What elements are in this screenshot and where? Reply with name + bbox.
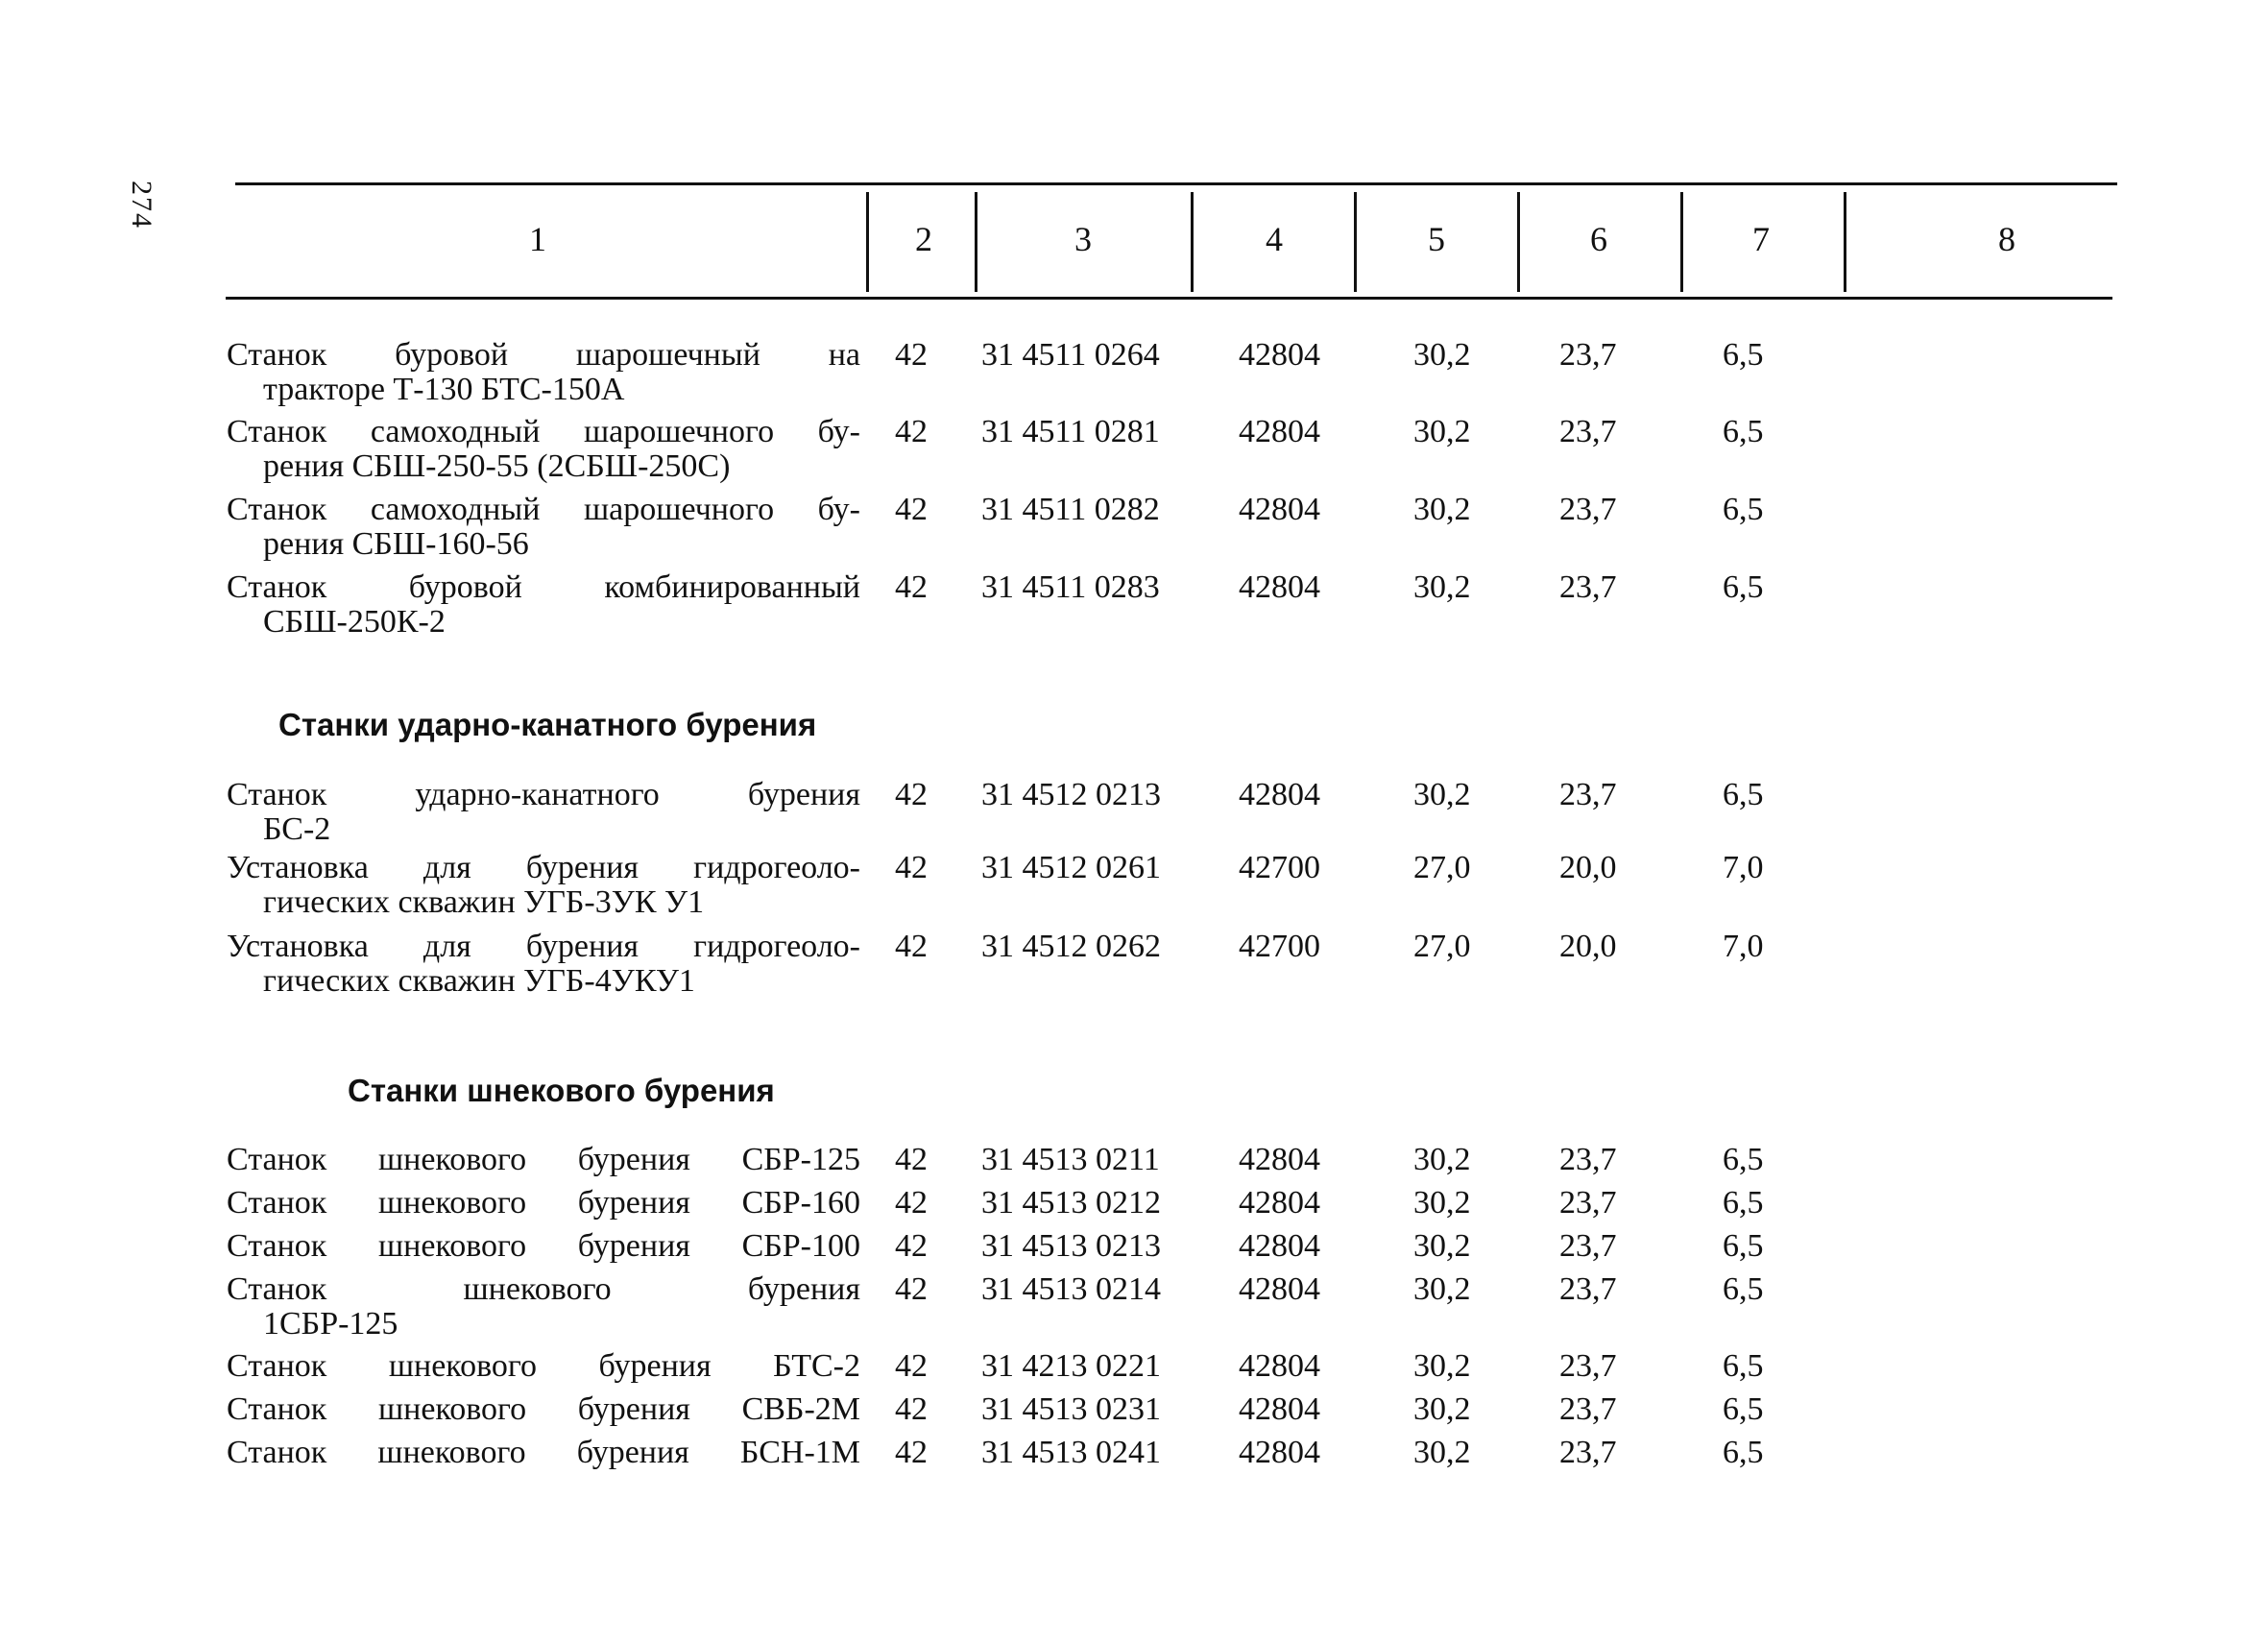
cell-c4: 42804 bbox=[1239, 1185, 1320, 1221]
row-name bbox=[227, 1143, 860, 1177]
row-name-line-1: Станок самоходный шарошечного бу- bbox=[227, 414, 860, 449]
cell-c4: 42804 bbox=[1239, 569, 1320, 605]
cell-c7: 7,0 bbox=[1723, 929, 1764, 964]
cell-c5: 30,2 bbox=[1413, 569, 1471, 605]
cell-c6: 23,7 bbox=[1559, 414, 1617, 449]
cell-c6: 23,7 bbox=[1559, 1435, 1617, 1470]
row-name bbox=[227, 851, 860, 920]
cell-c4: 42804 bbox=[1239, 1142, 1320, 1177]
cell-c4: 42804 bbox=[1239, 1228, 1320, 1264]
cell-c5: 30,2 bbox=[1413, 1391, 1471, 1427]
cell-c2: 42 bbox=[895, 929, 928, 964]
cell-c3: 31 4513 0213 bbox=[981, 1228, 1161, 1264]
cell-c6: 23,7 bbox=[1559, 1271, 1617, 1307]
cell-c7: 6,5 bbox=[1723, 777, 1764, 812]
cell-c5: 30,2 bbox=[1413, 1142, 1471, 1177]
cell-c7: 6,5 bbox=[1723, 1142, 1764, 1177]
cell-c7: 7,0 bbox=[1723, 850, 1764, 885]
cell-c7: 6,5 bbox=[1723, 1185, 1764, 1221]
row-name-line-2: рения СБШ-160-56 bbox=[263, 526, 529, 562]
cell-c2: 42 bbox=[895, 569, 928, 605]
row-name-line-1: Станок буровой шарошечный на bbox=[227, 337, 860, 373]
row-name-line-1: Станок ударно-канатного бурения bbox=[227, 777, 860, 812]
cell-c5: 27,0 bbox=[1413, 850, 1471, 885]
cell-c4: 42804 bbox=[1239, 777, 1320, 812]
cell-c3: 31 4511 0281 bbox=[981, 414, 1160, 449]
row-name-line-1: Станок шнекового бурения bbox=[227, 1271, 860, 1307]
row-name bbox=[227, 493, 860, 562]
cell-c3: 31 4512 0262 bbox=[981, 929, 1161, 964]
cell-c2: 42 bbox=[895, 492, 928, 527]
cell-c7: 6,5 bbox=[1723, 1271, 1764, 1307]
cell-c5: 30,2 bbox=[1413, 1435, 1471, 1470]
cell-c6: 23,7 bbox=[1559, 1348, 1617, 1384]
cell-c2: 42 bbox=[895, 337, 928, 373]
cell-c6: 23,7 bbox=[1559, 777, 1617, 812]
cell-c7: 6,5 bbox=[1723, 1348, 1764, 1384]
column-header-3: 3 bbox=[1074, 220, 1092, 258]
cell-c6: 23,7 bbox=[1559, 569, 1617, 605]
column-divider bbox=[975, 192, 977, 292]
row-name bbox=[227, 1349, 860, 1384]
cell-c3: 31 4513 0211 bbox=[981, 1142, 1160, 1177]
cell-c7: 6,5 bbox=[1723, 1435, 1764, 1470]
row-name-line-2: рения СБШ-250-55 (2СБШ-250С) bbox=[263, 448, 731, 484]
row-name-line-2: БС-2 bbox=[263, 811, 331, 847]
column-divider bbox=[1191, 192, 1194, 292]
cell-c3: 31 4512 0261 bbox=[981, 850, 1161, 885]
header-top-rule bbox=[235, 182, 2117, 185]
cell-c5: 30,2 bbox=[1413, 1271, 1471, 1307]
row-name-line-1: Станок шнекового бурения СБР-160 bbox=[227, 1185, 860, 1221]
cell-c4: 42700 bbox=[1239, 850, 1320, 885]
cell-c7: 6,5 bbox=[1723, 569, 1764, 605]
cell-c4: 42804 bbox=[1239, 492, 1320, 527]
row-name-line-1: Установка для бурения гидрогеоло- bbox=[227, 850, 860, 885]
cell-c4: 42804 bbox=[1239, 414, 1320, 449]
cell-c2: 42 bbox=[895, 1185, 928, 1221]
cell-c7: 6,5 bbox=[1723, 1391, 1764, 1427]
cell-c7: 6,5 bbox=[1723, 337, 1764, 373]
cell-c6: 23,7 bbox=[1559, 1228, 1617, 1264]
column-header-1: 1 bbox=[529, 220, 546, 258]
column-header-2: 2 bbox=[915, 220, 932, 258]
cell-c4: 42804 bbox=[1239, 1391, 1320, 1427]
cell-c3: 31 4512 0213 bbox=[981, 777, 1161, 812]
cell-c3: 31 4511 0283 bbox=[981, 569, 1160, 605]
row-name bbox=[227, 338, 860, 407]
cell-c2: 42 bbox=[895, 1228, 928, 1264]
cell-c2: 42 bbox=[895, 1435, 928, 1470]
row-name-line-2: тракторе Т-130 БТС-150А bbox=[263, 372, 625, 407]
row-name bbox=[227, 570, 860, 640]
cell-c2: 42 bbox=[895, 1142, 928, 1177]
column-header-5: 5 bbox=[1428, 220, 1445, 258]
section-title: Станки ударно-канатного бурения bbox=[278, 707, 817, 742]
cell-c3: 31 4513 0214 bbox=[981, 1271, 1161, 1307]
row-name-line-1: Станок шнекового бурения БТС-2 bbox=[227, 1348, 860, 1384]
row-name-line-2: СБШ-250К-2 bbox=[263, 604, 446, 640]
column-divider bbox=[1680, 192, 1683, 292]
cell-c4: 42700 bbox=[1239, 929, 1320, 964]
cell-c5: 30,2 bbox=[1413, 1185, 1471, 1221]
cell-c3: 31 4513 0241 bbox=[981, 1435, 1161, 1470]
header-bottom-rule bbox=[226, 297, 2112, 300]
cell-c6: 20,0 bbox=[1559, 929, 1617, 964]
row-name-line-2: гических скважин УГБ-4УКУ1 bbox=[263, 963, 695, 999]
cell-c5: 30,2 bbox=[1413, 414, 1471, 449]
cell-c3: 31 4511 0264 bbox=[981, 337, 1160, 373]
row-name-line-1: Станок шнекового бурения БСН-1М bbox=[227, 1435, 860, 1470]
cell-c5: 30,2 bbox=[1413, 1348, 1471, 1384]
column-divider bbox=[1517, 192, 1520, 292]
row-name bbox=[227, 930, 860, 999]
row-name-line-1: Установка для бурения гидрогеоло- bbox=[227, 929, 860, 964]
cell-c7: 6,5 bbox=[1723, 1228, 1764, 1264]
row-name-line-1: Станок самоходный шарошечного бу- bbox=[227, 492, 860, 527]
cell-c6: 23,7 bbox=[1559, 1391, 1617, 1427]
row-name bbox=[227, 1186, 860, 1221]
row-name bbox=[227, 1436, 860, 1470]
column-header-7: 7 bbox=[1752, 220, 1770, 258]
column-header-4: 4 bbox=[1266, 220, 1283, 258]
row-name bbox=[227, 778, 860, 847]
cell-c6: 23,7 bbox=[1559, 337, 1617, 373]
page-number: 274 bbox=[126, 181, 157, 230]
row-name bbox=[227, 1272, 860, 1342]
cell-c6: 23,7 bbox=[1559, 1185, 1617, 1221]
column-divider bbox=[1844, 192, 1846, 292]
row-name bbox=[227, 1392, 860, 1427]
cell-c2: 42 bbox=[895, 414, 928, 449]
column-divider bbox=[1354, 192, 1357, 292]
row-name-line-1: Станок шнекового бурения СБР-125 bbox=[227, 1142, 860, 1177]
cell-c2: 42 bbox=[895, 777, 928, 812]
column-header-8: 8 bbox=[1998, 220, 2015, 258]
cell-c4: 42804 bbox=[1239, 1271, 1320, 1307]
cell-c7: 6,5 bbox=[1723, 414, 1764, 449]
cell-c3: 31 4511 0282 bbox=[981, 492, 1160, 527]
row-name-line-1: Станок шнекового бурения СВБ-2М bbox=[227, 1391, 860, 1427]
cell-c3: 31 4213 0221 bbox=[981, 1348, 1161, 1384]
cell-c6: 23,7 bbox=[1559, 492, 1617, 527]
cell-c5: 30,2 bbox=[1413, 337, 1471, 373]
row-name bbox=[227, 1229, 860, 1264]
row-name-line-2: гических скважин УГБ-3УК У1 bbox=[263, 884, 705, 920]
cell-c4: 42804 bbox=[1239, 337, 1320, 373]
cell-c6: 20,0 bbox=[1559, 850, 1617, 885]
cell-c2: 42 bbox=[895, 1348, 928, 1384]
cell-c3: 31 4513 0231 bbox=[981, 1391, 1161, 1427]
row-name-line-1: Станок буровой комбинированный bbox=[227, 569, 860, 605]
column-divider bbox=[866, 192, 869, 292]
row-name-line-2: 1СБР-125 bbox=[263, 1306, 398, 1342]
cell-c6: 23,7 bbox=[1559, 1142, 1617, 1177]
row-name bbox=[227, 415, 860, 484]
row-name-line-1: Станок шнекового бурения СБР-100 bbox=[227, 1228, 860, 1264]
cell-c2: 42 bbox=[895, 1391, 928, 1427]
cell-c5: 30,2 bbox=[1413, 492, 1471, 527]
cell-c5: 30,2 bbox=[1413, 777, 1471, 812]
cell-c2: 42 bbox=[895, 850, 928, 885]
cell-c3: 31 4513 0212 bbox=[981, 1185, 1161, 1221]
section-title: Станки шнекового бурения bbox=[348, 1073, 775, 1108]
cell-c4: 42804 bbox=[1239, 1435, 1320, 1470]
column-header-6: 6 bbox=[1590, 220, 1607, 258]
cell-c5: 30,2 bbox=[1413, 1228, 1471, 1264]
cell-c4: 42804 bbox=[1239, 1348, 1320, 1384]
cell-c5: 27,0 bbox=[1413, 929, 1471, 964]
cell-c2: 42 bbox=[895, 1271, 928, 1307]
cell-c7: 6,5 bbox=[1723, 492, 1764, 527]
